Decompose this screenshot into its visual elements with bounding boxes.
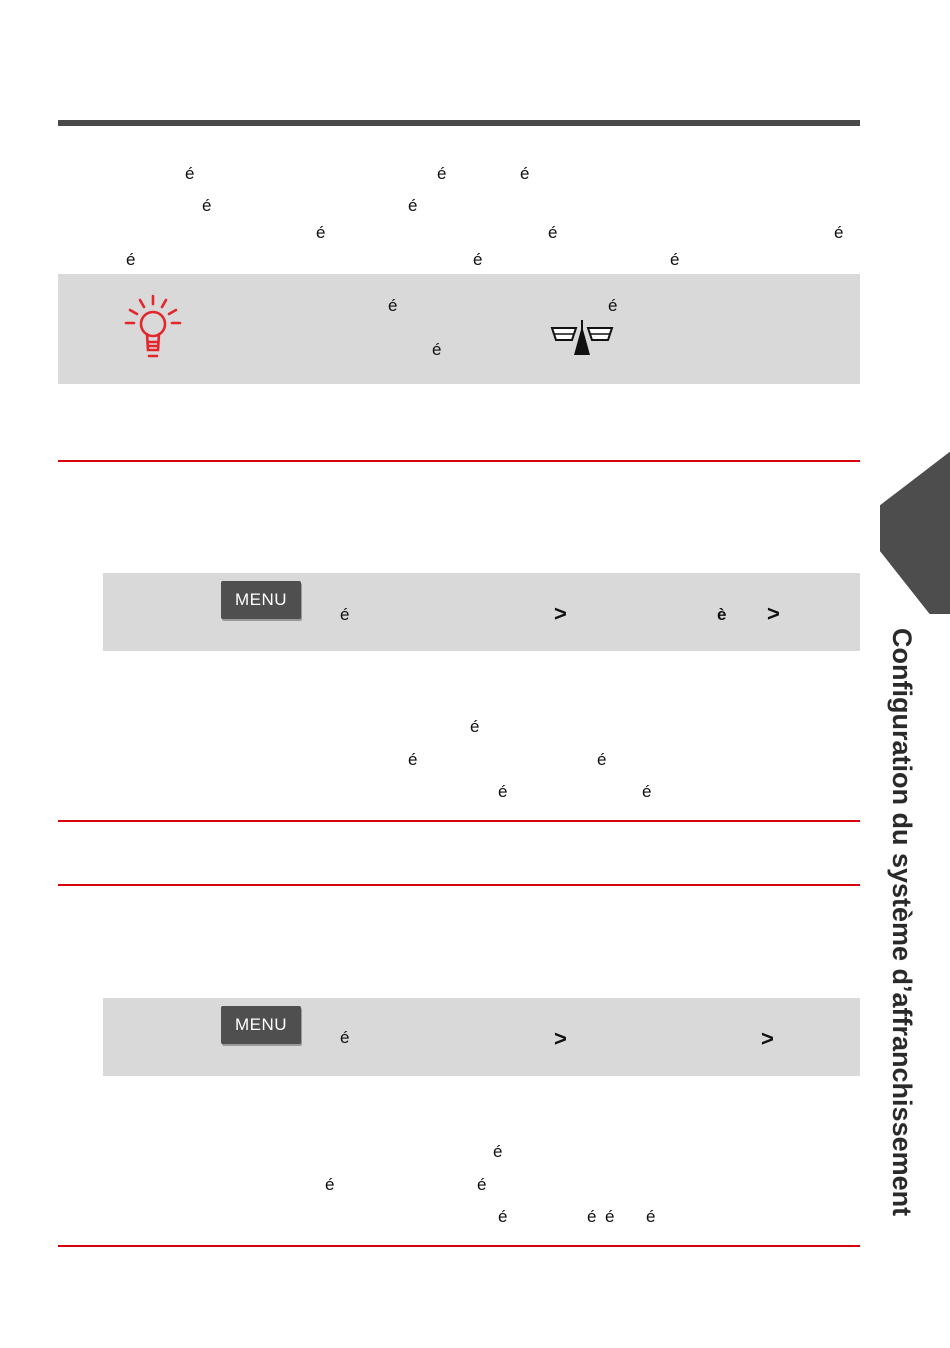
chapter-title: Configuration du système d’affranchissement [887, 628, 917, 1217]
accent-glyph: é [388, 296, 398, 315]
top-rule [58, 120, 860, 126]
menu-path-box [103, 998, 860, 1076]
accent-glyph: é [470, 717, 480, 736]
menu-key[interactable]: MENU [221, 1006, 301, 1044]
accent-glyph: é [340, 1028, 350, 1047]
path-separator: > [554, 601, 567, 626]
accent-glyph: é [605, 1207, 615, 1226]
accent-glyph: é [437, 164, 447, 183]
accent-glyph: é [340, 605, 350, 624]
accent-glyph: é [608, 296, 618, 315]
accent-glyph: é [498, 782, 508, 801]
chapter-tab [880, 444, 950, 614]
accent-glyph: é [473, 250, 483, 269]
accent-glyph: é [202, 196, 212, 215]
accent-glyph: é [325, 1175, 335, 1194]
accent-glyph: é [316, 223, 326, 242]
path-separator: > [554, 1026, 567, 1051]
section-divider [58, 460, 860, 462]
accent-glyph: é [432, 340, 442, 359]
accent-glyph: é [408, 196, 418, 215]
section-divider [58, 820, 860, 822]
accent-glyph: é [126, 250, 136, 269]
accent-glyph: é [670, 250, 680, 269]
accent-glyph: é [185, 164, 195, 183]
accent-glyph: é [587, 1207, 597, 1226]
accent-glyph: é [642, 782, 652, 801]
tip-box [58, 274, 860, 384]
accent-glyph: è [717, 605, 727, 624]
section-divider [58, 1245, 860, 1247]
lightbulb-icon [122, 292, 184, 362]
path-separator: > [767, 601, 780, 626]
menu-path-box [103, 573, 860, 651]
accent-glyph: é [493, 1142, 503, 1161]
accent-glyph: é [548, 223, 558, 242]
scale-icon [550, 318, 614, 358]
accent-glyph: é [520, 164, 530, 183]
accent-glyph: é [477, 1175, 487, 1194]
path-separator: > [761, 1026, 774, 1051]
accent-glyph: é [646, 1207, 656, 1226]
accent-glyph: é [597, 750, 607, 769]
accent-glyph: é [408, 750, 418, 769]
accent-glyph: é [498, 1207, 508, 1226]
section-divider [58, 884, 860, 886]
menu-key[interactable]: MENU [221, 581, 301, 619]
accent-glyph: é [834, 223, 844, 242]
